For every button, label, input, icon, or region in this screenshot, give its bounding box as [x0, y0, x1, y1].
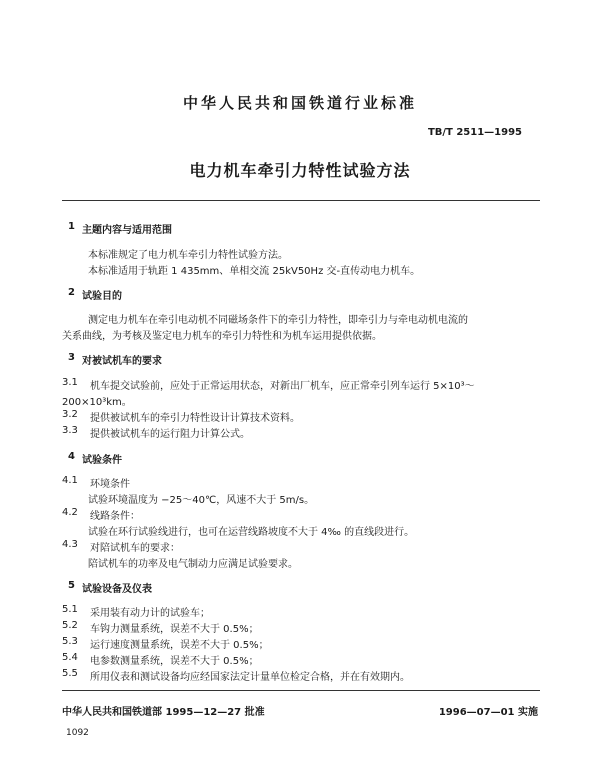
bottom-divider [62, 690, 540, 691]
item-text: 所用仪表和测试设备均应经国家法定计量单位检定合格，并在有效期内。 [90, 672, 410, 683]
item-text: 对陪试机车的要求： [90, 543, 180, 554]
item-number: 3.1 [62, 377, 78, 388]
item-number: 3.3 [62, 425, 78, 436]
section-2-text: 关系曲线，为考核及鉴定电力机车的牵引力特性和为机车运用提供依据。 [62, 331, 382, 342]
item-number: 5.3 [62, 636, 78, 647]
item-text: 线路条件： [90, 511, 140, 522]
item-number: 4.1 [62, 475, 78, 486]
section-2-number: 2 [68, 287, 75, 298]
section-2-text: 测定电力机车在牵引电动机不同磁场条件下的牵引力特性，即牵引力与牵电动机电流的 [88, 315, 468, 326]
item-text: 试验环境温度为 −25～40℃，风速不大于 5m/s。 [88, 495, 315, 506]
item-number: 4.2 [62, 507, 78, 518]
section-3-number: 3 [68, 352, 75, 363]
section-5-number: 5 [68, 580, 75, 591]
item-text: 采用装有动力计的试验车； [90, 608, 210, 619]
section-1-heading: 主题内容与适用范围 [82, 225, 172, 236]
section-1-number: 1 [68, 221, 75, 232]
section-1-text: 本标准适用于轨距 1 435mm、单相交流 25kV50Hz 交-直传动电力机车。 [88, 266, 421, 277]
item-number: 3.2 [62, 409, 78, 420]
standard-header: 中华人民共和国铁道行业标准 [182, 94, 417, 112]
item-text: 试验在环行试验线进行，也可在运营线路坡度不大于 4‰ 的直线段进行。 [88, 527, 415, 538]
section-1-text: 本标准规定了电力机车牵引力特性试验方法。 [88, 250, 288, 261]
standard-code: TB/T 2511—1995 [427, 127, 522, 138]
item-number: 5.1 [62, 604, 78, 615]
section-3-heading: 对被试机车的要求 [82, 356, 162, 367]
section-5-heading: 试验设备及仪表 [82, 584, 152, 595]
item-text: 电参数测量系统，误差不大于 0.5%； [90, 656, 259, 667]
effective-date: 1996—07—01 实施 [438, 707, 538, 718]
item-text: 环境条件 [90, 479, 130, 490]
item-text: 车钩力测量系统，误差不大于 0.5%； [90, 624, 259, 635]
top-divider [62, 200, 540, 201]
item-text: 机车提交试验前，应处于正常运用状态，对新出厂机车，应正常牵引列车运行 5×10³～ [90, 381, 475, 392]
approval-line: 中华人民共和国铁道部 1995—12—27 批准 [62, 707, 265, 718]
item-number: 5.4 [62, 652, 78, 663]
item-number: 5.2 [62, 620, 78, 631]
item-text: 陪试机车的功率及电气制动力应满足试验要求。 [88, 559, 298, 570]
document-title: 电力机车牵引力特性试验方法 [189, 161, 411, 180]
item-text: 200×10³km。 [62, 397, 132, 408]
section-2-heading: 试验目的 [82, 291, 122, 302]
item-number: 5.5 [62, 668, 78, 679]
page-number: 1092 [66, 728, 89, 738]
section-4-heading: 试验条件 [82, 455, 122, 466]
item-text: 提供被试机车的运行阻力计算公式。 [90, 429, 250, 440]
item-number: 4.3 [62, 539, 78, 550]
item-text: 运行速度测量系统，误差不大于 0.5%； [90, 640, 269, 651]
section-4-number: 4 [68, 451, 75, 462]
item-text: 提供被试机车的牵引力特性设计计算技术资料。 [90, 413, 300, 424]
